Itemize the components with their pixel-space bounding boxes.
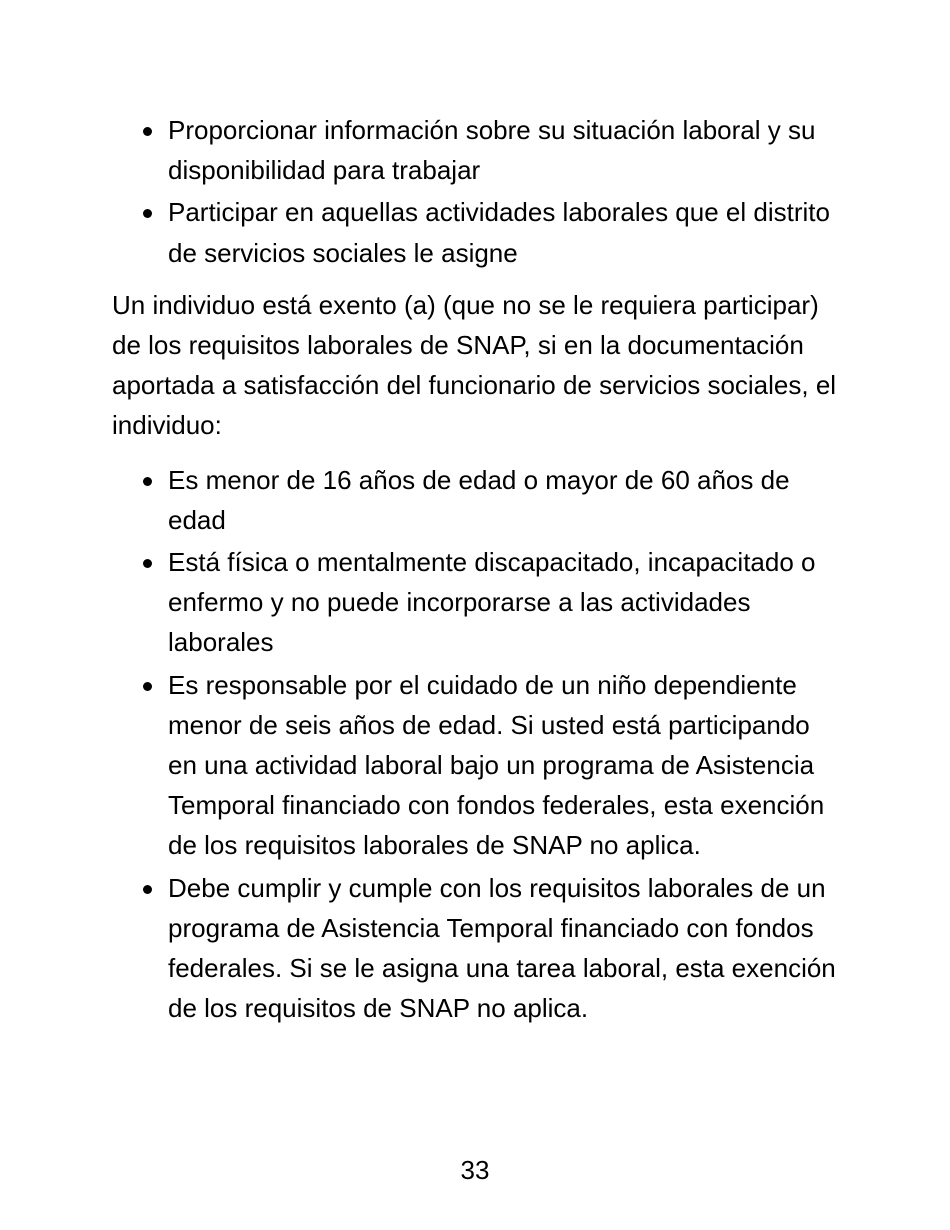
bullet-icon [143, 127, 152, 136]
bullet-icon [143, 885, 152, 894]
page-number: 33 [460, 1155, 490, 1185]
exemption-paragraph: Un individuo está exento (a) (que no se le requiera participar) de los requisitos laborales de SNAP, si en la documentación aportada a satisfacción del funcionario de servicios sociales, el individuo: [112, 289, 837, 441]
bullet-icon [143, 209, 152, 218]
list-item [112, 542, 842, 663]
list-item-text: Está física o mentalmente discapacitado, incapacitado o enfermo y no puede incorporarse a las actividades laborales [168, 547, 816, 658]
bullet-icon [143, 682, 152, 691]
list-item-text: Es responsable por el cuidado de un niño dependiente menor de seis años de edad. Si usted está participando en una actividad laboral bajo un programa de Asistencia Temporal financiado con fondos federales, esta exención de los requisitos laborales de SNAP no aplica. [168, 669, 825, 861]
list-item [112, 868, 842, 1029]
list-item [112, 192, 842, 272]
list-item [112, 665, 842, 866]
bullet-icon [143, 477, 152, 486]
list-item-text: Participar en aquellas actividades laborales que el distrito de servicios sociales le asigne [168, 197, 830, 268]
page-content [112, 110, 842, 1030]
list-item-text: Es menor de 16 años de edad o mayor de 60 años de edad [168, 464, 790, 535]
bullet-list-exemptions [112, 460, 842, 1029]
list-item-text: Proporcionar información sobre su situación laboral y su disponibilidad para trabajar [168, 115, 816, 186]
list-item [112, 460, 842, 540]
list-item [112, 110, 842, 190]
bullet-list-responsibilities [112, 110, 842, 273]
bullet-icon [143, 559, 152, 568]
list-item-text: Debe cumplir y cumple con los requisitos laborales de un programa de Asistencia Temporal financiado con fondos federales. Si se le asigna una tarea laboral, esta exención de los requisitos de SNAP no aplica. [168, 872, 836, 1024]
